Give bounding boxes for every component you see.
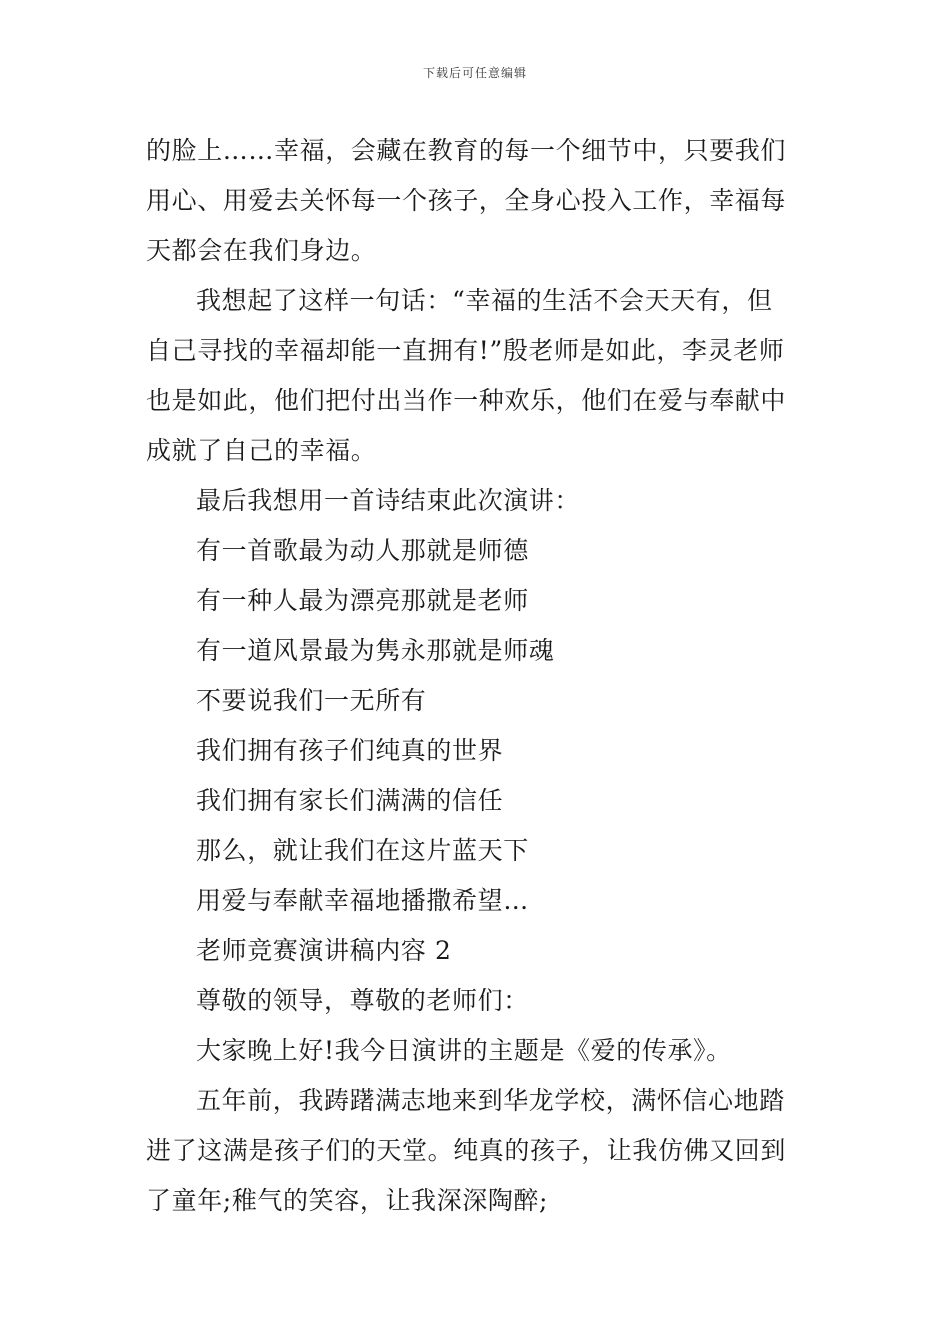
text-line: 成就了自己的幸福。 (146, 436, 377, 465)
poem-line: 我们拥有家长们满满的信任 (196, 786, 504, 815)
text-line: 天都会在我们身边。 (146, 236, 377, 265)
text-line: 了童年;稚气的笑容，让我深深陶醉; (146, 1186, 549, 1215)
document-body (146, 126, 816, 1226)
text-line: 大家晚上好!我今日演讲的主题是《爱的传承》。 (196, 1036, 732, 1065)
text-line: 五年前，我踌躇满志地来到华龙学校，满怀信心地踏 (196, 1086, 785, 1115)
text-line: 自己寻找的幸福却能一直拥有!”殷老师是如此，李灵老师 (146, 336, 785, 365)
text-line: 最后我想用一首诗结束此次演讲： (196, 486, 581, 515)
text-line: 用心、用爱去关怀每一个孩子，全身心投入工作，幸福每 (146, 186, 787, 215)
text-line: 进了这满是孩子们的天堂。纯真的孩子，让我仿佛又回到 (146, 1136, 787, 1165)
text-line: 的脸上……幸福，会藏在教育的每一个细节中，只要我们 (146, 136, 787, 165)
text-line: 也是如此，他们把付出当作一种欢乐，他们在爱与奉献中 (146, 386, 787, 415)
poem-line: 我们拥有孩子们纯真的世界 (196, 736, 504, 765)
poem-line: 有一首歌最为动人那就是师德 (196, 536, 529, 565)
section-title: 老师竞赛演讲稿内容 2 (196, 936, 452, 965)
poem-line: 有一种人最为漂亮那就是老师 (196, 586, 529, 615)
poem-line: 有一道风景最为隽永那就是师魂 (196, 636, 555, 665)
page-header-note: 下载后可任意编辑 (422, 66, 527, 80)
poem-line: 用爱与奉献幸福地播撒希望… (196, 886, 529, 915)
text-line: 我想起了这样一句话：“幸福的生活不会天天有，但 (196, 286, 773, 315)
salutation: 尊敬的领导，尊敬的老师们： (196, 986, 529, 1015)
poem-line: 那么，就让我们在这片蓝天下 (196, 836, 529, 865)
poem-line: 不要说我们一无所有 (196, 686, 427, 715)
